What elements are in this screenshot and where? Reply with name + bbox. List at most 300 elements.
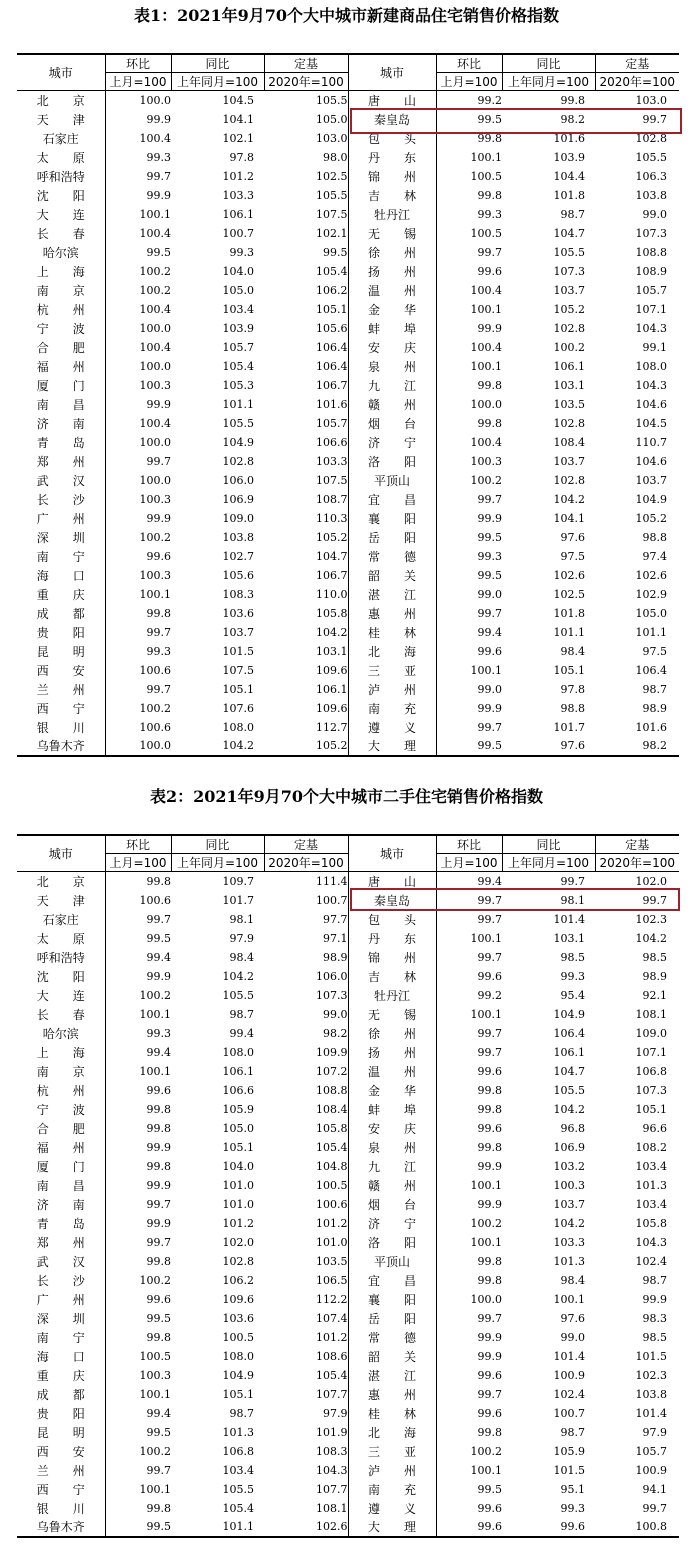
city-cell: 三 亚 <box>348 1442 436 1461</box>
yoy-index-cell: 99.7 <box>560 875 585 889</box>
yoy-index-cell: 102.5 <box>553 587 585 601</box>
yoy-index-cell: 102.8 <box>553 416 585 430</box>
yoy-index-cell: 105.4 <box>222 1501 254 1515</box>
yoy-index-cell: 99.3 <box>229 245 254 259</box>
table-row <box>17 699 679 718</box>
mom-index-cell: 99.5 <box>146 931 171 945</box>
mom-index-cell: 99.3 <box>146 1026 171 1040</box>
table-row <box>17 1271 679 1290</box>
table-row <box>17 110 679 129</box>
base-index-cell: 106.4 <box>635 663 667 677</box>
mom-index-cell: 99.8 <box>477 188 502 202</box>
mom-index-cell: 99.7 <box>146 625 171 639</box>
table-row <box>17 243 679 262</box>
city-cell: 惠 州 <box>348 604 436 623</box>
base-index-cell: 105.5 <box>264 91 348 110</box>
base-index-cell: 100.8 <box>595 1518 679 1537</box>
table-row <box>17 1461 679 1480</box>
city-cell: 安 庆 <box>348 1119 436 1138</box>
city-cell: 包 头 <box>348 129 436 148</box>
city-cell: 泸 州 <box>348 1461 436 1480</box>
mom-index-cell: 99.5 <box>105 1518 171 1537</box>
base-index-cell: 108.8 <box>635 245 667 259</box>
city-cell: 桂 林 <box>348 623 436 642</box>
mom-index-cell: 99.3 <box>146 644 171 658</box>
city-cell: 哈尔滨 <box>17 1024 105 1043</box>
city-cell: 西 宁 <box>17 1480 105 1499</box>
base-index-cell: 99.0 <box>264 1005 348 1024</box>
city-cell: 天 津 <box>17 891 105 910</box>
city-cell: 乌鲁木齐 <box>17 1518 105 1537</box>
mom-index-cell: 99.7 <box>477 1045 502 1059</box>
yoy-index-cell: 98.7 <box>229 1406 254 1420</box>
yoy-index-cell: 107.3 <box>553 264 585 278</box>
city-cell: 九 江 <box>348 1157 436 1176</box>
base-index-cell: 105.5 <box>264 186 348 205</box>
yoy-index-cell: 101.1 <box>222 397 254 411</box>
base-index-cell: 97.9 <box>642 1425 667 1439</box>
yoy-index-cell: 104.2 <box>222 969 254 983</box>
table-row <box>17 1043 679 1062</box>
yoy-index-cell: 105.9 <box>222 1102 254 1116</box>
city-cell: 南 宁 <box>17 547 105 566</box>
city-cell: 沈 阳 <box>17 186 105 205</box>
table-row <box>17 1119 679 1138</box>
base-index-cell: 109.6 <box>264 661 348 680</box>
city-cell: 吉 林 <box>348 967 436 986</box>
table-row <box>17 414 679 433</box>
city-cell: 呼和浩特 <box>17 167 105 186</box>
mom-index-cell: 99.5 <box>146 1311 171 1325</box>
city-cell: 北 京 <box>17 872 105 891</box>
base-index-cell: 103.0 <box>264 129 348 148</box>
mom-index-cell: 99.6 <box>477 969 502 983</box>
mom-index-cell: 100.1 <box>139 1007 171 1021</box>
header-tb: 同比 <box>171 54 264 73</box>
yoy-index-cell: 104.0 <box>222 1159 254 1173</box>
table-row <box>17 471 679 490</box>
base-index-cell: 108.0 <box>635 359 667 373</box>
base-index-cell: 105.4 <box>264 1138 348 1157</box>
city-cell: 青 岛 <box>17 1214 105 1233</box>
mom-index-cell: 100.2 <box>139 264 171 278</box>
city-cell: 大 连 <box>17 205 105 224</box>
city-cell: 宜 昌 <box>348 1271 436 1290</box>
base-index-cell: 104.5 <box>635 416 667 430</box>
mom-index-cell: 100.3 <box>139 492 171 506</box>
base-index-cell: 106.8 <box>635 1064 667 1078</box>
city-cell: 贵 阳 <box>17 1404 105 1423</box>
base-index-cell: 102.9 <box>635 587 667 601</box>
base-index-cell: 101.6 <box>264 395 348 414</box>
city-cell: 蚌 埠 <box>348 319 436 338</box>
table-row <box>17 1499 679 1518</box>
mom-index-cell: 99.6 <box>477 1121 502 1135</box>
city-cell: 太 原 <box>17 929 105 948</box>
city-cell: 岳 阳 <box>348 1309 436 1328</box>
mom-index-cell: 100.1 <box>139 1482 171 1496</box>
city-cell: 徐 州 <box>348 1024 436 1043</box>
city-cell: 韶 关 <box>348 566 436 585</box>
city-cell: 南 充 <box>348 699 436 718</box>
yoy-index-cell: 100.2 <box>553 340 585 354</box>
city-cell: 银 川 <box>17 718 105 737</box>
yoy-index-cell: 105.7 <box>222 340 254 354</box>
base-index-cell: 98.2 <box>595 737 679 756</box>
yoy-index-cell: 103.3 <box>222 188 254 202</box>
mom-index-cell: 100.0 <box>139 473 171 487</box>
base-index-cell: 105.2 <box>635 511 667 525</box>
table-row <box>17 1195 679 1214</box>
mom-index-cell: 99.8 <box>477 1425 502 1439</box>
mom-index-cell: 99.8 <box>146 1121 171 1135</box>
yoy-index-cell: 108.4 <box>553 435 585 449</box>
yoy-index-cell: 103.5 <box>553 397 585 411</box>
base-index-cell: 107.7 <box>264 1385 348 1404</box>
city-cell: 南 昌 <box>17 395 105 414</box>
base-index-cell: 105.7 <box>264 414 348 433</box>
city-cell: 牡丹江 <box>348 986 436 1005</box>
mom-index-cell: 100.6 <box>139 720 171 734</box>
base-index-cell: 98.5 <box>642 1330 667 1344</box>
table-row <box>17 186 679 205</box>
mom-index-cell: 100.2 <box>139 1273 171 1287</box>
city-cell: 三 亚 <box>348 661 436 680</box>
yoy-index-cell: 106.4 <box>553 1026 585 1040</box>
base-index-cell: 102.4 <box>635 1254 667 1268</box>
base-index-cell: 101.2 <box>264 1214 348 1233</box>
base-index-cell: 107.5 <box>264 205 348 224</box>
base-index-cell: 98.3 <box>642 1311 667 1325</box>
city-cell: 贵 阳 <box>17 623 105 642</box>
header-city: 城市 <box>348 54 436 91</box>
mom-index-cell: 99.6 <box>477 1368 502 1382</box>
table-row <box>17 1214 679 1233</box>
city-cell: 南 京 <box>17 281 105 300</box>
mom-index-cell: 99.9 <box>146 188 171 202</box>
mom-index-cell: 100.1 <box>139 1387 171 1401</box>
yoy-index-cell: 105.0 <box>222 283 254 297</box>
city-cell: 太 原 <box>17 148 105 167</box>
city-cell: 安 庆 <box>348 338 436 357</box>
city-cell: 石家庄 <box>17 910 105 929</box>
mom-index-cell: 100.4 <box>470 340 502 354</box>
base-index-cell: 97.4 <box>642 549 667 563</box>
base-index-cell: 109.0 <box>635 1026 667 1040</box>
mom-index-cell: 100.3 <box>139 568 171 582</box>
city-cell: 泉 州 <box>348 1138 436 1157</box>
yoy-index-cell: 105.4 <box>222 359 254 373</box>
header-city: 城市 <box>348 835 436 872</box>
yoy-index-cell: 104.5 <box>222 94 254 108</box>
city-cell: 宁 波 <box>17 319 105 338</box>
mom-index-cell: 99.9 <box>146 511 171 525</box>
table-row <box>17 1423 679 1442</box>
mom-index-cell: 99.7 <box>146 1235 171 1249</box>
base-index-cell: 106.7 <box>264 376 348 395</box>
mom-index-cell: 99.7 <box>477 1026 502 1040</box>
yoy-index-cell: 106.8 <box>222 1444 254 1458</box>
table-row <box>17 395 679 414</box>
city-cell: 郑 州 <box>17 452 105 471</box>
table-row <box>17 1290 679 1309</box>
mom-index-cell: 100.4 <box>139 340 171 354</box>
city-cell: 武 汉 <box>17 1252 105 1271</box>
yoy-index-cell: 103.7 <box>553 1197 585 1211</box>
mom-index-cell: 99.7 <box>477 720 502 734</box>
city-cell: 昆 明 <box>17 1423 105 1442</box>
city-cell: 厦 门 <box>17 1157 105 1176</box>
table-row <box>17 1233 679 1252</box>
base-index-cell: 98.8 <box>642 530 667 544</box>
yoy-index-cell: 98.4 <box>560 1273 585 1287</box>
mom-index-cell: 100.1 <box>470 302 502 316</box>
mom-index-cell: 99.4 <box>146 1406 171 1420</box>
base-index-cell: 108.1 <box>264 1499 348 1518</box>
city-cell: 唐 山 <box>348 91 436 110</box>
base-index-cell: 105.4 <box>264 1366 348 1385</box>
city-cell: 常 德 <box>348 547 436 566</box>
mom-index-cell: 99.7 <box>477 1311 502 1325</box>
yoy-index-cell: 105.1 <box>222 1140 254 1154</box>
base-index-cell: 105.7 <box>635 1444 667 1458</box>
mom-index-cell: 100.5 <box>139 1349 171 1363</box>
city-cell: 惠 州 <box>348 1385 436 1404</box>
city-cell: 牡丹江 <box>348 205 436 224</box>
city-cell: 昆 明 <box>17 642 105 661</box>
city-cell: 烟 台 <box>348 1195 436 1214</box>
city-cell: 青 岛 <box>17 433 105 452</box>
base-index-cell: 109.9 <box>264 1043 348 1062</box>
mom-index-cell: 100.1 <box>470 150 502 164</box>
base-index-cell: 104.9 <box>635 492 667 506</box>
mom-index-cell: 99.7 <box>146 1197 171 1211</box>
header-hb-sub: 上月=100 <box>436 854 502 872</box>
base-index-cell: 99.9 <box>642 1292 667 1306</box>
city-cell: 兰 州 <box>17 1461 105 1480</box>
city-cell: 赣 州 <box>348 1176 436 1195</box>
yoy-index-cell: 98.7 <box>560 1425 585 1439</box>
yoy-index-cell: 101.7 <box>553 720 585 734</box>
mom-index-cell: 99.9 <box>477 1349 502 1363</box>
mom-index-cell: 99.8 <box>477 378 502 392</box>
yoy-index-cell: 100.3 <box>553 1178 585 1192</box>
base-index-cell: 104.2 <box>635 931 667 945</box>
yoy-index-cell: 108.0 <box>222 1349 254 1363</box>
mom-index-cell: 99.6 <box>477 264 502 278</box>
yoy-index-cell: 98.4 <box>229 950 254 964</box>
yoy-index-cell: 106.9 <box>222 492 254 506</box>
yoy-index-cell: 104.7 <box>553 226 585 240</box>
mom-index-cell: 100.0 <box>139 435 171 449</box>
base-index-cell: 105.0 <box>635 606 667 620</box>
mom-index-cell: 100.0 <box>139 359 171 373</box>
table-row <box>17 338 679 357</box>
base-index-cell: 108.3 <box>264 1442 348 1461</box>
yoy-index-cell: 104.9 <box>222 435 254 449</box>
city-cell: 北 海 <box>348 1423 436 1442</box>
city-cell: 徐 州 <box>348 243 436 262</box>
base-index-cell: 107.7 <box>264 1480 348 1499</box>
mom-index-cell: 99.8 <box>146 1254 171 1268</box>
mom-index-cell: 99.9 <box>146 1140 171 1154</box>
yoy-index-cell: 98.7 <box>560 207 585 221</box>
yoy-index-cell: 101.2 <box>222 1216 254 1230</box>
header-dj: 定基 <box>264 835 348 854</box>
table-row <box>17 547 679 566</box>
mom-index-cell: 100.1 <box>470 663 502 677</box>
base-index-cell: 101.0 <box>264 1233 348 1252</box>
base-index-cell: 102.3 <box>635 1368 667 1382</box>
mom-index-cell: 99.6 <box>146 1083 171 1097</box>
city-cell: 宁 波 <box>17 1100 105 1119</box>
yoy-index-cell: 102.0 <box>222 1235 254 1249</box>
table-row <box>17 509 679 528</box>
city-cell: 秦皇岛 <box>348 891 436 910</box>
city-cell: 唐 山 <box>348 872 436 891</box>
table-row <box>17 718 679 737</box>
table-row <box>17 1309 679 1328</box>
city-cell: 深 圳 <box>17 528 105 547</box>
yoy-index-cell: 109.7 <box>222 875 254 889</box>
yoy-index-cell: 101.4 <box>553 912 585 926</box>
city-cell: 常 德 <box>348 1328 436 1347</box>
base-index-cell: 105.7 <box>635 283 667 297</box>
base-index-cell: 106.5 <box>264 1271 348 1290</box>
mom-index-cell: 100.4 <box>139 416 171 430</box>
base-index-cell: 100.7 <box>264 891 348 910</box>
city-cell: 兰 州 <box>17 680 105 699</box>
city-cell: 济 南 <box>17 414 105 433</box>
mom-index-cell: 99.9 <box>146 1178 171 1192</box>
yoy-index-cell: 98.5 <box>560 950 585 964</box>
yoy-index-cell: 105.1 <box>222 1387 254 1401</box>
base-index-cell: 104.3 <box>635 1235 667 1249</box>
city-cell: 深 圳 <box>17 1309 105 1328</box>
city-cell: 丹 东 <box>348 148 436 167</box>
city-cell: 大 理 <box>348 737 436 756</box>
base-index-cell: 105.1 <box>264 300 348 319</box>
base-index-cell: 98.9 <box>642 701 667 715</box>
mom-index-cell: 99.8 <box>477 131 502 145</box>
header-dj-sub: 2020年=100 <box>264 73 348 91</box>
base-index-cell: 97.1 <box>264 929 348 948</box>
yoy-index-cell: 103.1 <box>553 378 585 392</box>
header-tb-sub: 上年同月=100 <box>171 73 264 91</box>
base-index-cell: 108.1 <box>635 1007 667 1021</box>
table-row <box>17 300 679 319</box>
yoy-index-cell: 100.5 <box>222 1330 254 1344</box>
table-row <box>17 642 679 661</box>
base-index-cell: 107.3 <box>264 986 348 1005</box>
mom-index-cell: 99.9 <box>146 969 171 983</box>
city-cell: 泸 州 <box>348 680 436 699</box>
base-index-cell: 100.6 <box>264 1195 348 1214</box>
base-index-cell: 105.4 <box>264 262 348 281</box>
mom-index-cell: 99.5 <box>477 530 502 544</box>
base-index-cell: 99.7 <box>642 112 667 126</box>
mom-index-cell: 99.9 <box>477 321 502 335</box>
yoy-index-cell: 106.2 <box>222 1273 254 1287</box>
table-row <box>17 1366 679 1385</box>
mom-index-cell: 100.1 <box>139 1064 171 1078</box>
yoy-index-cell: 106.9 <box>553 1140 585 1154</box>
city-cell: 包 头 <box>348 910 436 929</box>
base-index-cell: 108.4 <box>264 1100 348 1119</box>
city-cell: 上 海 <box>17 1043 105 1062</box>
yoy-index-cell: 104.7 <box>553 1064 585 1078</box>
table-row <box>17 566 679 585</box>
mom-index-cell: 100.2 <box>139 1444 171 1458</box>
city-cell: 襄 阳 <box>348 1290 436 1309</box>
city-cell: 成 都 <box>17 1385 105 1404</box>
table-row <box>17 1385 679 1404</box>
table-row <box>17 1176 679 1195</box>
yoy-index-cell: 103.7 <box>553 454 585 468</box>
yoy-index-cell: 105.3 <box>222 378 254 392</box>
yoy-index-cell: 108.0 <box>222 720 254 734</box>
mom-index-cell: 99.8 <box>146 875 171 889</box>
city-cell: 北 京 <box>17 91 105 110</box>
yoy-index-cell: 104.2 <box>553 492 585 506</box>
mom-index-cell: 100.0 <box>139 94 171 108</box>
header-hb-sub: 上月=100 <box>436 73 502 91</box>
yoy-index-cell: 105.5 <box>222 1482 254 1496</box>
city-cell: 银 川 <box>17 1499 105 1518</box>
base-index-cell: 111.4 <box>264 872 348 891</box>
base-index-cell: 108.8 <box>264 1081 348 1100</box>
mom-index-cell: 100.4 <box>139 302 171 316</box>
city-cell: 烟 台 <box>348 414 436 433</box>
mom-index-cell: 99.2 <box>477 94 502 108</box>
base-index-cell: 104.6 <box>635 397 667 411</box>
mom-index-cell: 100.2 <box>139 283 171 297</box>
yoy-index-cell: 103.4 <box>222 302 254 316</box>
base-index-cell: 104.3 <box>635 378 667 392</box>
mom-index-cell: 99.7 <box>477 950 502 964</box>
base-index-cell: 103.0 <box>635 94 667 108</box>
yoy-index-cell: 102.8 <box>553 473 585 487</box>
city-cell: 呼和浩特 <box>17 948 105 967</box>
city-cell: 襄 阳 <box>348 509 436 528</box>
table-row <box>17 224 679 243</box>
base-index-cell: 98.5 <box>642 950 667 964</box>
mom-index-cell: 99.5 <box>477 1482 502 1496</box>
yoy-index-cell: 105.2 <box>553 302 585 316</box>
base-index-cell: 107.1 <box>635 302 667 316</box>
city-cell: 遵 义 <box>348 1499 436 1518</box>
header-hb: 环比 <box>436 54 502 73</box>
base-index-cell: 108.2 <box>635 1140 667 1154</box>
mom-index-cell: 99.4 <box>146 950 171 964</box>
base-index-cell: 99.7 <box>642 1501 667 1515</box>
mom-index-cell: 99.8 <box>146 606 171 620</box>
table-row <box>17 929 679 948</box>
yoy-index-cell: 105.6 <box>222 568 254 582</box>
base-index-cell: 105.0 <box>264 110 348 129</box>
table-row <box>17 967 679 986</box>
city-cell: 洛 阳 <box>348 1233 436 1252</box>
city-cell: 九 江 <box>348 376 436 395</box>
base-index-cell: 98.7 <box>642 682 667 696</box>
yoy-index-cell: 101.3 <box>553 1254 585 1268</box>
mom-index-cell: 99.9 <box>477 1330 502 1344</box>
yoy-index-cell: 105.1 <box>553 663 585 677</box>
city-cell: 岳 阳 <box>348 528 436 547</box>
yoy-index-cell: 106.6 <box>222 1083 254 1097</box>
mom-index-cell: 99.6 <box>477 1064 502 1078</box>
yoy-index-cell: 98.2 <box>560 112 585 126</box>
